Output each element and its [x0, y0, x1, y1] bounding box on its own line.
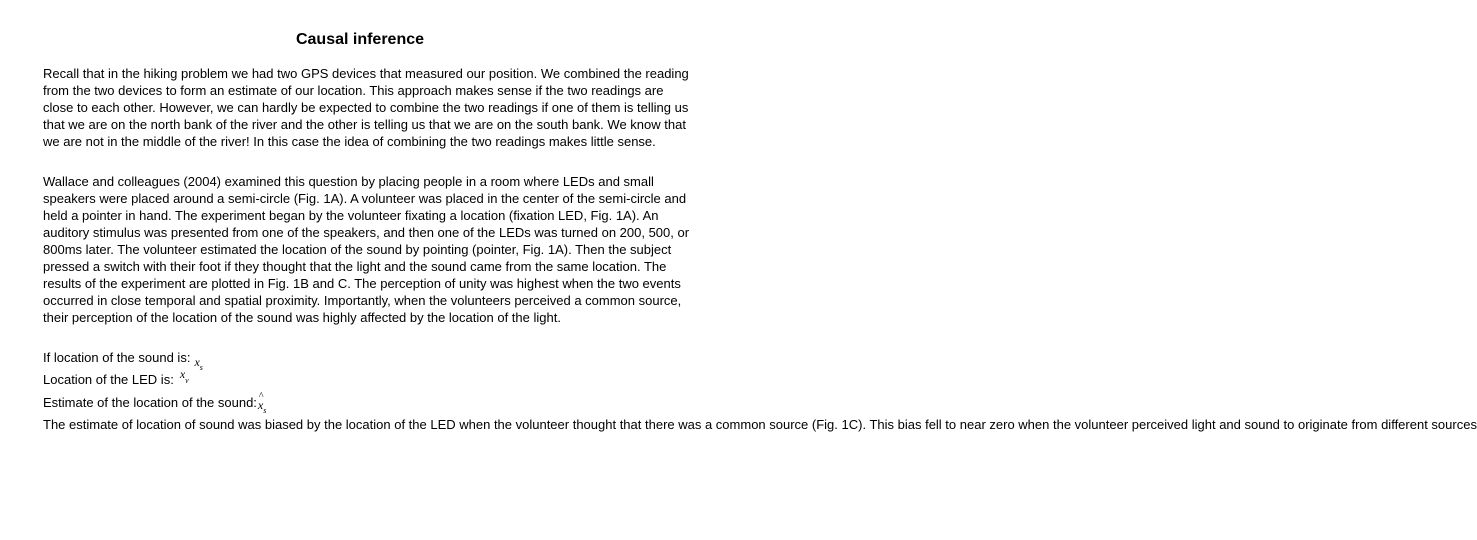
paragraph-hiking-problem: Recall that in the hiking problem we had two GPS devices that measured our position. We combined the reading from the two devices to form an estimate of our location. This approach makes sense if the two readings are close to each other. However, we can hardly be expected to combine the two readings if one of them is telling us that we are on the north bank of the river and the other is telling us that we are on the south bank. We know that we are not in the middle of the river! In this case the idea of combining the two readings makes little sense. [43, 66, 689, 149]
sound-estimate-sub: s [263, 406, 267, 416]
led-location-sub: v [185, 375, 189, 385]
page-title: Causal inference [295, 31, 425, 48]
sound-estimate-symbol [258, 397, 266, 418]
led-location-var: x [179, 367, 186, 382]
paragraph-bias-result: The estimate of location of sound was biased by the location of the LED when the volunteer thought that there was a common source (Fig. 1C). This bias fell to near zero when the volunteer perceived light and sound to originate from different sources [43, 417, 1477, 433]
variables-block [43, 349, 1477, 433]
sound-estimate-label: Estimate of the location of the sound: [43, 394, 257, 410]
led-location-symbol [180, 366, 189, 387]
sound-location-var: x [194, 355, 200, 369]
paragraph-wallace-experiment: Wallace and colleagues (2004) examined this question by placing people in a room where LEDs and small speakers were placed around a semi-circle (Fig. 1A). A volunteer was placed in the center of the semi-circle and held a pointer in hand. The experiment began by the volunteer fixating a location (fixation LED, Fig. 1A). An auditory stimulus was presented from one of the speakers, and then one of the LEDs was turned on 200, 500, or 800ms later. The volunteer estimated the location of the sound by pointing (pointer, Fig. 1A). Then the subject pressed a switch with their foot if they thought that the light and the sound came from the same location. The results of the experiment are plotted in Fig. 1B and C. The perception of unity was highest when the two events occurred in close temporal and spatial proximity. Importantly, when the volunteers perceived a common source, their perception of the location of the sound was highly affected by the location of the light. [43, 174, 690, 325]
sound-estimate-line [43, 394, 693, 416]
sound-location-line [43, 349, 693, 371]
sound-location-sub: s [199, 363, 203, 373]
led-location-label: Location of the LED is: [43, 372, 174, 388]
sound-estimate-var: ^ x [258, 397, 263, 414]
sound-location-label: If location of the sound is: [43, 350, 191, 365]
led-location-line [43, 367, 693, 393]
